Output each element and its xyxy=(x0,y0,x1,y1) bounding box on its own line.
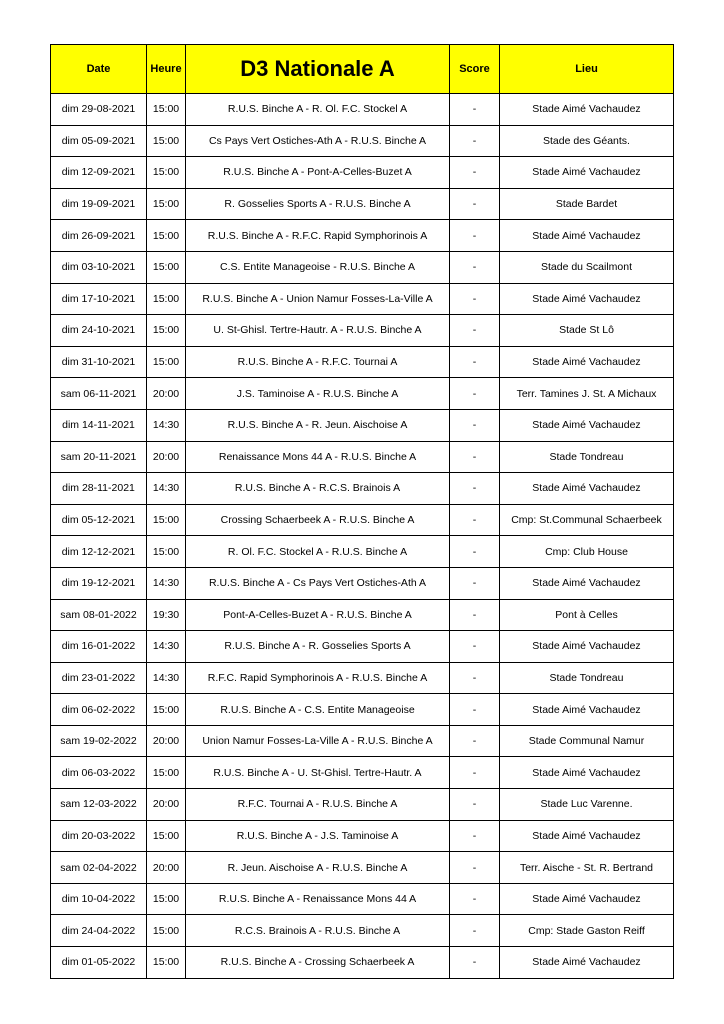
cell-lieu: Stade Bardet xyxy=(500,188,674,220)
column-header-score: Score xyxy=(450,45,500,94)
cell-score: - xyxy=(450,789,500,821)
table-row xyxy=(51,94,674,126)
cell-heure: 15:00 xyxy=(147,820,186,852)
table-row xyxy=(51,694,674,726)
table-row xyxy=(51,947,674,979)
table-row xyxy=(51,157,674,189)
cell-score: - xyxy=(450,251,500,283)
cell-score: - xyxy=(450,157,500,189)
cell-date: dim 31-10-2021 xyxy=(51,346,147,378)
cell-date: dim 26-09-2021 xyxy=(51,220,147,252)
cell-heure: 14:30 xyxy=(147,567,186,599)
table-row xyxy=(51,757,674,789)
cell-lieu: Stade Aimé Vachaudez xyxy=(500,220,674,252)
table-row xyxy=(51,567,674,599)
cell-lieu: Stade Tondreau xyxy=(500,441,674,473)
cell-lieu: Terr. Aische - St. R. Bertrand xyxy=(500,852,674,884)
cell-match: R.F.C. Tournai A - R.U.S. Binche A xyxy=(186,789,450,821)
table-row xyxy=(51,188,674,220)
cell-date: dim 19-12-2021 xyxy=(51,567,147,599)
cell-heure: 15:00 xyxy=(147,188,186,220)
table-row xyxy=(51,725,674,757)
cell-score: - xyxy=(450,473,500,505)
cell-match: R. Ol. F.C. Stockel A - R.U.S. Binche A xyxy=(186,536,450,568)
cell-match: R.U.S. Binche A - Renaissance Mons 44 A xyxy=(186,883,450,915)
cell-match: R.U.S. Binche A - R.F.C. Tournai A xyxy=(186,346,450,378)
header-row xyxy=(51,45,674,94)
cell-date: dim 14-11-2021 xyxy=(51,409,147,441)
cell-match: R.U.S. Binche A - U. St-Ghisl. Tertre-Hautr. A xyxy=(186,757,450,789)
cell-heure: 14:30 xyxy=(147,409,186,441)
cell-lieu: Cmp: Club House xyxy=(500,536,674,568)
cell-heure: 15:00 xyxy=(147,157,186,189)
cell-score: - xyxy=(450,94,500,126)
cell-match: U. St-Ghisl. Tertre-Hautr. A - R.U.S. Binche A xyxy=(186,315,450,347)
cell-match: R.C.S. Brainois A - R.U.S. Binche A xyxy=(186,915,450,947)
cell-score: - xyxy=(450,725,500,757)
cell-score: - xyxy=(450,757,500,789)
cell-match: R.U.S. Binche A - R. Gosselies Sports A xyxy=(186,631,450,663)
table-row xyxy=(51,409,674,441)
table-row xyxy=(51,789,674,821)
table-row xyxy=(51,820,674,852)
table-row xyxy=(51,346,674,378)
cell-heure: 20:00 xyxy=(147,378,186,410)
cell-lieu: Stade Aimé Vachaudez xyxy=(500,947,674,979)
table-row xyxy=(51,883,674,915)
table-row xyxy=(51,504,674,536)
cell-date: dim 05-12-2021 xyxy=(51,504,147,536)
cell-date: dim 29-08-2021 xyxy=(51,94,147,126)
cell-lieu: Cmp: Stade Gaston Reiff xyxy=(500,915,674,947)
cell-date: dim 24-10-2021 xyxy=(51,315,147,347)
cell-match: C.S. Entite Manageoise - R.U.S. Binche A xyxy=(186,251,450,283)
cell-date: dim 03-10-2021 xyxy=(51,251,147,283)
column-header-date: Date xyxy=(51,45,147,94)
cell-date: sam 06-11-2021 xyxy=(51,378,147,410)
cell-date: dim 12-12-2021 xyxy=(51,536,147,568)
table-row xyxy=(51,599,674,631)
cell-score: - xyxy=(450,820,500,852)
cell-date: dim 01-05-2022 xyxy=(51,947,147,979)
cell-lieu: Stade Aimé Vachaudez xyxy=(500,157,674,189)
cell-score: - xyxy=(450,409,500,441)
cell-lieu: Stade Aimé Vachaudez xyxy=(500,283,674,315)
cell-score: - xyxy=(450,125,500,157)
cell-date: sam 12-03-2022 xyxy=(51,789,147,821)
cell-date: sam 02-04-2022 xyxy=(51,852,147,884)
cell-match: R.U.S. Binche A - R. Jeun. Aischoise A xyxy=(186,409,450,441)
cell-score: - xyxy=(450,378,500,410)
cell-match: R.U.S. Binche A - R. Ol. F.C. Stockel A xyxy=(186,94,450,126)
cell-lieu: Stade Aimé Vachaudez xyxy=(500,473,674,505)
cell-heure: 15:00 xyxy=(147,283,186,315)
cell-score: - xyxy=(450,220,500,252)
cell-lieu: Stade Aimé Vachaudez xyxy=(500,409,674,441)
cell-score: - xyxy=(450,567,500,599)
cell-heure: 15:00 xyxy=(147,883,186,915)
cell-date: dim 06-02-2022 xyxy=(51,694,147,726)
cell-lieu: Cmp: St.Communal Schaerbeek xyxy=(500,504,674,536)
cell-heure: 15:00 xyxy=(147,251,186,283)
cell-date: dim 28-11-2021 xyxy=(51,473,147,505)
cell-score: - xyxy=(450,441,500,473)
cell-match: R.U.S. Binche A - Crossing Schaerbeek A xyxy=(186,947,450,979)
cell-date: sam 19-02-2022 xyxy=(51,725,147,757)
cell-heure: 14:30 xyxy=(147,662,186,694)
cell-date: dim 24-04-2022 xyxy=(51,915,147,947)
cell-heure: 15:00 xyxy=(147,504,186,536)
schedule-header xyxy=(51,45,674,94)
cell-match: R.U.S. Binche A - R.F.C. Rapid Symphorinois A xyxy=(186,220,450,252)
column-header-lieu: Lieu xyxy=(500,45,674,94)
schedule-table xyxy=(50,44,674,979)
cell-date: dim 06-03-2022 xyxy=(51,757,147,789)
table-row xyxy=(51,631,674,663)
table-row xyxy=(51,915,674,947)
cell-date: sam 08-01-2022 xyxy=(51,599,147,631)
cell-date: dim 05-09-2021 xyxy=(51,125,147,157)
cell-lieu: Stade Aimé Vachaudez xyxy=(500,694,674,726)
cell-score: - xyxy=(450,536,500,568)
cell-lieu: Stade des Géants. xyxy=(500,125,674,157)
cell-match: R.U.S. Binche A - J.S. Taminoise A xyxy=(186,820,450,852)
table-row xyxy=(51,315,674,347)
cell-score: - xyxy=(450,631,500,663)
cell-score: - xyxy=(450,694,500,726)
cell-score: - xyxy=(450,315,500,347)
table-row xyxy=(51,852,674,884)
table-row xyxy=(51,662,674,694)
cell-heure: 20:00 xyxy=(147,725,186,757)
cell-heure: 15:00 xyxy=(147,125,186,157)
cell-lieu: Stade Aimé Vachaudez xyxy=(500,820,674,852)
cell-match: R.U.S. Binche A - C.S. Entite Manageoise xyxy=(186,694,450,726)
cell-heure: 15:00 xyxy=(147,315,186,347)
cell-date: dim 23-01-2022 xyxy=(51,662,147,694)
table-row xyxy=(51,378,674,410)
cell-lieu: Stade Luc Varenne. xyxy=(500,789,674,821)
cell-date: dim 20-03-2022 xyxy=(51,820,147,852)
cell-score: - xyxy=(450,852,500,884)
cell-heure: 20:00 xyxy=(147,789,186,821)
table-row xyxy=(51,536,674,568)
table-row xyxy=(51,251,674,283)
cell-heure: 15:00 xyxy=(147,220,186,252)
cell-score: - xyxy=(450,947,500,979)
table-row xyxy=(51,283,674,315)
cell-score: - xyxy=(450,599,500,631)
cell-match: J.S. Taminoise A - R.U.S. Binche A xyxy=(186,378,450,410)
cell-date: dim 12-09-2021 xyxy=(51,157,147,189)
column-header-heure: Heure xyxy=(147,45,186,94)
cell-heure: 20:00 xyxy=(147,441,186,473)
cell-match: Pont-A-Celles-Buzet A - R.U.S. Binche A xyxy=(186,599,450,631)
cell-heure: 15:00 xyxy=(147,536,186,568)
cell-lieu: Pont à Celles xyxy=(500,599,674,631)
cell-match: R.F.C. Rapid Symphorinois A - R.U.S. Binche A xyxy=(186,662,450,694)
cell-match: Crossing Schaerbeek A - R.U.S. Binche A xyxy=(186,504,450,536)
cell-heure: 14:30 xyxy=(147,473,186,505)
cell-match: R.U.S. Binche A - Union Namur Fosses-La-Ville A xyxy=(186,283,450,315)
cell-score: - xyxy=(450,346,500,378)
cell-match: R.U.S. Binche A - Cs Pays Vert Ostiches-Ath A xyxy=(186,567,450,599)
cell-date: dim 17-10-2021 xyxy=(51,283,147,315)
cell-score: - xyxy=(450,283,500,315)
cell-score: - xyxy=(450,188,500,220)
table-row xyxy=(51,220,674,252)
cell-lieu: Stade Communal Namur xyxy=(500,725,674,757)
cell-lieu: Stade Aimé Vachaudez xyxy=(500,631,674,663)
cell-heure: 19:30 xyxy=(147,599,186,631)
table-row xyxy=(51,441,674,473)
schedule-body xyxy=(51,94,674,979)
cell-lieu: Stade du Scailmont xyxy=(500,251,674,283)
cell-heure: 15:00 xyxy=(147,94,186,126)
cell-heure: 15:00 xyxy=(147,947,186,979)
cell-lieu: Stade Aimé Vachaudez xyxy=(500,94,674,126)
cell-date: sam 20-11-2021 xyxy=(51,441,147,473)
cell-lieu: Stade Aimé Vachaudez xyxy=(500,567,674,599)
cell-heure: 15:00 xyxy=(147,915,186,947)
cell-date: dim 16-01-2022 xyxy=(51,631,147,663)
cell-heure: 15:00 xyxy=(147,757,186,789)
table-row xyxy=(51,473,674,505)
table-row xyxy=(51,125,674,157)
cell-match: R. Gosselies Sports A - R.U.S. Binche A xyxy=(186,188,450,220)
cell-lieu: Stade Aimé Vachaudez xyxy=(500,346,674,378)
cell-lieu: Stade Aimé Vachaudez xyxy=(500,757,674,789)
cell-lieu: Stade Tondreau xyxy=(500,662,674,694)
cell-heure: 15:00 xyxy=(147,694,186,726)
cell-score: - xyxy=(450,662,500,694)
cell-lieu: Stade Aimé Vachaudez xyxy=(500,883,674,915)
cell-date: dim 10-04-2022 xyxy=(51,883,147,915)
cell-lieu: Terr. Tamines J. St. A Michaux xyxy=(500,378,674,410)
cell-lieu: Stade St Lô xyxy=(500,315,674,347)
cell-score: - xyxy=(450,915,500,947)
cell-match: R. Jeun. Aischoise A - R.U.S. Binche A xyxy=(186,852,450,884)
page-title: D3 Nationale A xyxy=(186,45,450,94)
cell-heure: 15:00 xyxy=(147,346,186,378)
cell-date: dim 19-09-2021 xyxy=(51,188,147,220)
cell-heure: 14:30 xyxy=(147,631,186,663)
cell-heure: 20:00 xyxy=(147,852,186,884)
cell-score: - xyxy=(450,883,500,915)
cell-match: Renaissance Mons 44 A - R.U.S. Binche A xyxy=(186,441,450,473)
cell-score: - xyxy=(450,504,500,536)
cell-match: R.U.S. Binche A - Pont-A-Celles-Buzet A xyxy=(186,157,450,189)
cell-match: Cs Pays Vert Ostiches-Ath A - R.U.S. Binche A xyxy=(186,125,450,157)
cell-match: Union Namur Fosses-La-Ville A - R.U.S. Binche A xyxy=(186,725,450,757)
cell-match: R.U.S. Binche A - R.C.S. Brainois A xyxy=(186,473,450,505)
